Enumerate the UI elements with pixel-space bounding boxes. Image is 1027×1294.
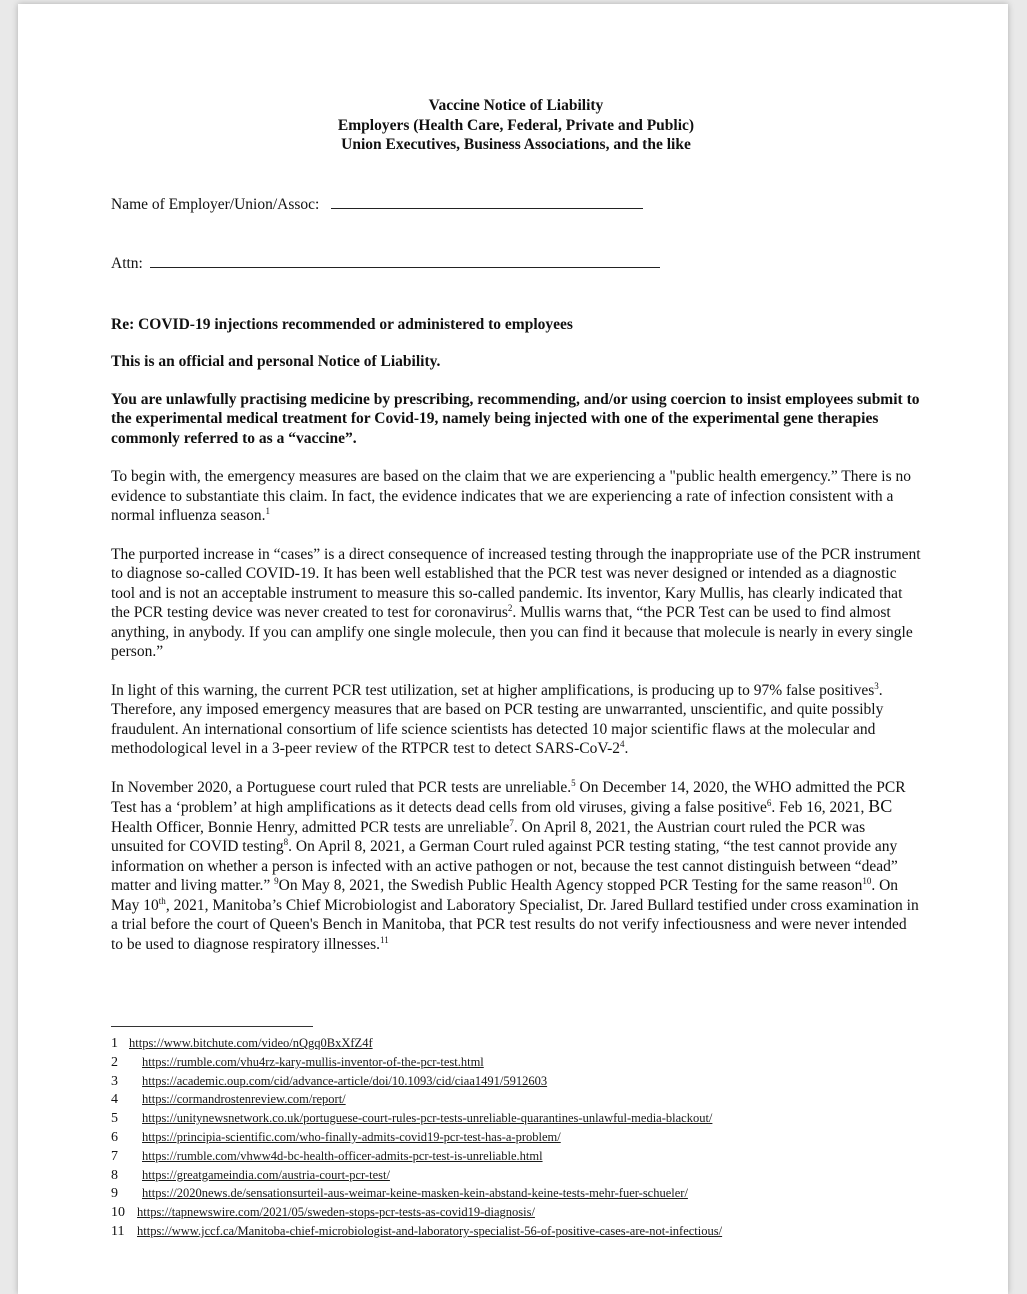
footnote-ref-7[interactable]: 7 [509, 817, 514, 828]
footnote-item [111, 1166, 991, 1185]
attn-field-row [111, 253, 921, 274]
footnote-link[interactable]: https://rumble.com/vhww4d-bc-health-officer-admits-pcr-test-is-unreliable.html [142, 1148, 543, 1163]
footnote-item [111, 1222, 991, 1241]
footnote-link[interactable]: https://rumble.com/vhu4rz-kary-mullis-inventor-of-the-pcr-test.html [142, 1054, 484, 1069]
footnote-link[interactable]: https://2020news.de/sensationsurteil-aus-weimar-keine-masken-kein-abstand-keine-tests-mehr-fuer-schueler/ [142, 1186, 688, 1201]
paragraph-1-text: To begin with, the emergency measures are based on the claim that we are experiencing a "public health emergency.” There is no evidence to substantiate this claim. In fact, the evidence indicates that we are experiencing a rate of infection consistent with a normal influenza season. [111, 468, 912, 524]
title-line-3: Union Executives, Business Associations, and the like [341, 136, 691, 153]
paragraph-2-text-a: The purported increase in “cases” is a direct consequence of increased testing through the inappropriate use of the PCR instrument to diagnose so-called COVID-19. It has been well established that the PCR test was never designed or intended as a diagnostic tool and is not an acceptable instrument to measure this so-called pandemic. Its inventor, Kary Mullis, has clearly indicated that the PCR testing device was never created to test for coronavirus [111, 545, 921, 621]
footnotes-list [111, 1034, 991, 1241]
paragraph-4-text-a: In November 2020, a Portuguese court ruled that PCR tests are unreliable. [111, 778, 572, 796]
document-page [18, 4, 1008, 1294]
footnote-link[interactable]: https://www.bitchute.com/video/nQgq0BxXfZ4f [129, 1036, 373, 1050]
footnote-ref-10[interactable]: 10 [862, 875, 872, 886]
footnote-ref-6[interactable]: 6 [766, 797, 772, 808]
paragraph-2 [111, 545, 921, 662]
paragraph-4-bc: BC [868, 796, 893, 816]
document-body [111, 96, 921, 954]
paragraph-3-text-a: In light of this warning, the current PCR test utilization, set at higher amplifications, is producing up to 97% false positives [111, 681, 875, 699]
footnote-number: 8 [111, 1167, 118, 1183]
paragraph-4 [111, 778, 921, 955]
footnote-item [111, 1034, 991, 1053]
paragraph-4-text-i: , 2021, Manitoba’s Chief Microbiologist and Laboratory Specialist, Dr. Jared Bullard testified under cross examination in a trial before the court of Queen's Bench in Manitoba, that PCR test results do not verify infectiousness and were never intended to be used to diagnose respiratory illnesses. [111, 896, 919, 953]
paragraph-2-text-b: . Mullis warns that, “the PCR Test can be used to find almost anything, in anybody. If you can amplify one single molecule, then you can find it because that molecule is nearly in every single person.” [111, 604, 913, 660]
footnote-item [111, 1147, 991, 1166]
employer-blank-line[interactable] [331, 194, 643, 209]
paragraph-4-text-c: . Feb 16, 2021, [771, 799, 869, 816]
footnote-number: 7 [111, 1148, 118, 1164]
footnote-item [111, 1184, 991, 1203]
footnote-divider [111, 1026, 313, 1027]
paragraph-4-text-h: . On May 10 [111, 877, 899, 914]
ordinal-suffix: th [158, 895, 166, 906]
footnote-item [111, 1053, 991, 1072]
official-notice: This is an official and personal Notice of Liability. [111, 353, 441, 370]
title-line-1: Vaccine Notice of Liability [428, 97, 604, 114]
footnote-ref-4[interactable]: 4 [620, 738, 625, 749]
footnote-ref-5[interactable]: 5 [571, 777, 576, 788]
paragraph-4-text-g: On May 8, 2021, the Swedish Public Health Agency stopped PCR Testing for the same reason [278, 877, 863, 894]
employer-label: Name of Employer/Union/Assoc: [111, 195, 320, 213]
footnote-ref-2[interactable]: 2 [507, 602, 513, 613]
paragraph-3-text-c: . [624, 740, 629, 757]
footnote-item [111, 1090, 991, 1109]
footnote-item [111, 1109, 991, 1128]
footnote-number: 3 [111, 1073, 118, 1089]
footnote-number: 4 [111, 1092, 118, 1108]
paragraph-4-text-f: . On April 8, 2021, a German Court ruled against PCR testing stating, “the test cannot provide any information on whether a person is infected with an active pathogen or not, because the test cannot distinguish between “dead” matter and living matter.” [111, 838, 898, 894]
footnote-number: 5 [111, 1111, 118, 1127]
footnote-ref-11[interactable]: 11 [380, 934, 389, 945]
footnote-link[interactable]: https://academic.oup.com/cid/advance-article/doi/10.1093/cid/ciaa1491/5912603 [142, 1073, 548, 1088]
footnote-number: 11 [111, 1223, 125, 1239]
footnote-ref-9[interactable]: 9 [274, 875, 279, 886]
footnote-number: 6 [111, 1129, 118, 1145]
paragraph-4-text-e: . On April 8, 2021, the Austrian court ruled the PCR was unsuited for COVID testing [111, 818, 866, 855]
footnote-number: 10 [111, 1205, 125, 1221]
footnote-number: 1 [111, 1036, 118, 1051]
footnote-link[interactable]: https://greatgameindia.com/austria-court-pcr-test/ [142, 1167, 390, 1182]
footnote-ref-8[interactable]: 8 [283, 836, 289, 847]
footnote-link[interactable]: https://principia-scientific.com/who-finally-admits-covid19-pcr-test-has-a-problem/ [142, 1129, 561, 1144]
paragraph-3-text-b: . Therefore, any imposed emergency measures that are based on PCR testing are unwarranted, unscientific, and quite possibly fraudulent. An international consortium of life science scientists has detected 10 major scientific flaws at the molecular and methodological level in a 3-peer review of the RTPCR test to detect SARS-CoV-2 [111, 681, 884, 757]
footnote-item [111, 1203, 991, 1222]
attn-blank-line[interactable] [150, 253, 660, 268]
footnote-ref-1[interactable]: 1 [265, 505, 271, 516]
footnote-link[interactable]: https://unitynewsnetwork.co.uk/portuguese-court-rules-pcr-tests-unreliable-quarantines-unlawful-media-blackout/ [142, 1111, 713, 1126]
footnote-item [111, 1128, 991, 1147]
attn-label: Attn: [111, 254, 143, 272]
footnote-number: 2 [111, 1054, 118, 1070]
document-title [111, 96, 921, 155]
paragraph-3 [111, 681, 921, 759]
title-line-2: Employers (Health Care, Federal, Private and Public) [337, 116, 695, 134]
footnote-link[interactable]: https://cormandrostenreview.com/report/ [142, 1092, 346, 1107]
footnote-item [111, 1072, 991, 1091]
accusation-paragraph: You are unlawfully practising medicine by prescribing, recommending, and/or using coercion to insist employees submit to the experimental medical treatment for Covid-19, namely being injected with one of the experimental gene therapies commonly referred to as a “vaccine”. [111, 390, 920, 447]
footnote-ref-3[interactable]: 3 [874, 680, 879, 691]
re-line: Re: COVID-19 injections recommended or administered to employees [111, 315, 573, 333]
employer-field-row [111, 194, 921, 215]
paragraph-1 [111, 467, 921, 526]
footnote-link[interactable]: https://tapnewswire.com/2021/05/sweden-stops-pcr-tests-as-covid19-diagnosis/ [137, 1205, 535, 1220]
paragraph-4-text-d: Health Officer, Bonnie Henry, admitted PCR tests are unreliable [111, 818, 510, 836]
footnote-link[interactable]: https://www.jccf.ca/Manitoba-chief-microbiologist-and-laboratory-specialist-56-of-positive-cases-are-not-infectious/ [137, 1223, 723, 1238]
paragraph-4-text-b: On December 14, 2020, the WHO admitted the PCR Test has a ‘problem’ at high amplifications as it detects dead cells from old viruses, giving a false positive [111, 778, 906, 816]
footnote-number: 9 [111, 1186, 118, 1202]
